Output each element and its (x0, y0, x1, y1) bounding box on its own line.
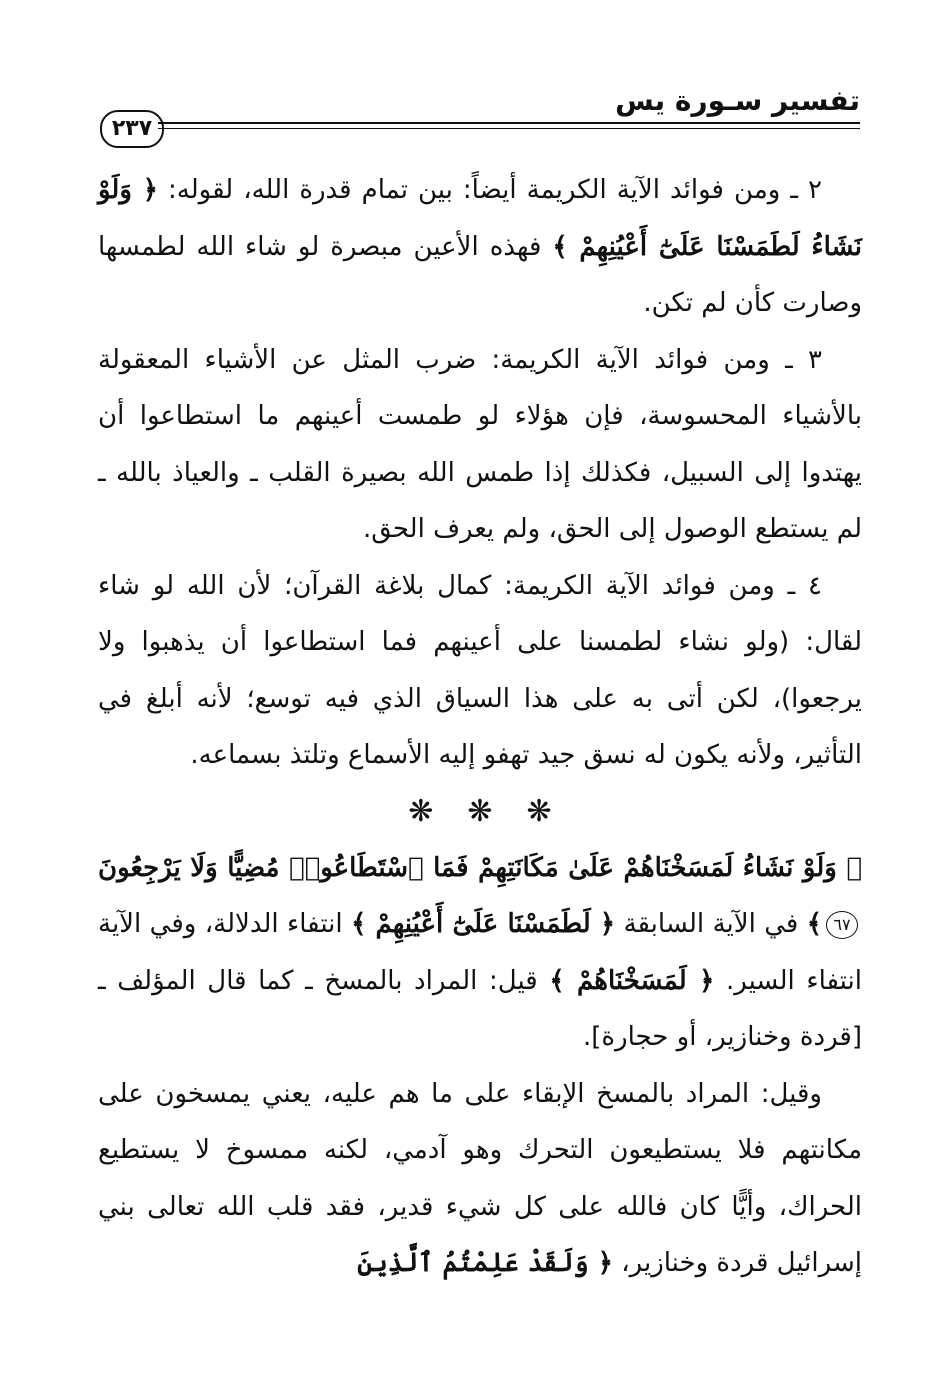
ayah-number-badge: ٦٧ (826, 911, 858, 939)
benefit-paragraph-4: ٤ ـ ومن فوائد الآية الكريمة: كمال بلاغة القرآن؛ لأن الله لو شاء لقال: (ولو نشاء لطمسنا على أعينهم فما استطاعوا أن يذهبوا ولا يرجعوا)، لكن أتى به على هذا السياق الذي فيه توسع؛ لأنه أبلغ في التأثير، ولأنه يكون له نسق جيد تهفو إليه الأسماع وتلتذ بسماعه. (98, 570, 862, 770)
quran-verse-continues: ﴿ وَلَقَدْ عَلِمْتُمُ ٱلَّذِينَ (357, 1248, 613, 1278)
quran-verse: ﴿ وَلَوْ نَشَاءُ لَطَمَسْنَا عَلَىٰٓ أَعْيُنِهِمْ ﴾ (98, 175, 862, 262)
page-header (100, 84, 860, 148)
benefit-2-rest: فهذه الأعين مبصرة لو شاء الله لطمسها وصارت كأن لم تكن. (98, 231, 862, 318)
header-title: تفسير سـورة يس (607, 84, 860, 117)
quran-verse-ref: ﴿ لَطَمَسْنَا عَلَىٰٓ أَعْيُنِهِمْ ﴾ (351, 909, 616, 939)
verse-close-bracket: ﴾ (806, 909, 822, 939)
verse-67-paragraph (98, 840, 862, 1066)
verse-67-text-2: انتفاء الدلالة، وفي الآية انتفاء السير. (98, 909, 862, 996)
quran-verse-67: ﴿ وَلَوْ نَشَاءُ لَمَسَخْنَاهُمْ عَلَىٰ مَكَانَتِهِمْ فَمَا ٱسْتَطَاعُوا۟ مُضِيًّا وَلَا يَرْجِعُونَ (98, 852, 862, 883)
verse-67-text-1: في الآية السابقة (615, 909, 807, 939)
section-separator: ❋❋❋ (408, 793, 586, 829)
header-rule (158, 122, 860, 129)
verse-67-text-3: قيل: المراد بالمسخ ـ كما قال المؤلف ـ [قردة وخنازير، أو حجارة]. (98, 965, 862, 1052)
benefit-paragraph-2 (98, 162, 862, 332)
benefit-2-intro: ٢ ـ ومن فوائد الآية الكريمة أيضاً: بين تمام قدرة الله، لقوله: (157, 175, 822, 205)
benefit-paragraph-3: ٣ ـ ومن فوائد الآية الكريمة: ضرب المثل عن الأشياء المعقولة بالأشياء المحسوسة، فإن هؤلاء لو طمست أعينهم ما استطاعوا أن يهتدوا إلى السبيل، فكذلك إذا طمس الله بصيرة القلب ـ والعياذ بالله ـ لم يستطع الوصول إلى الحق، ولم يعرف الحق. (98, 344, 862, 544)
page-number: ٢٣٧ (100, 110, 164, 148)
last-paragraph (98, 1066, 862, 1292)
page-body (98, 162, 862, 1292)
quran-verse-word: ﴿ لَمَسَخْنَاهُمْ ﴾ (549, 965, 715, 996)
last-paragraph-text: وقيل: المراد بالمسخ الإبقاء على ما هم عليه، يعني يمسخون على مكانتهم فلا يستطيعون التحرك وهو آدمي، لكنه ممسوخ لا يستطيع الحراك، وأيًّا كان فالله على كل شيء قدير، فقد قلب الله تعالى بني إسرائيل قردة وخنازير، (98, 1078, 862, 1278)
